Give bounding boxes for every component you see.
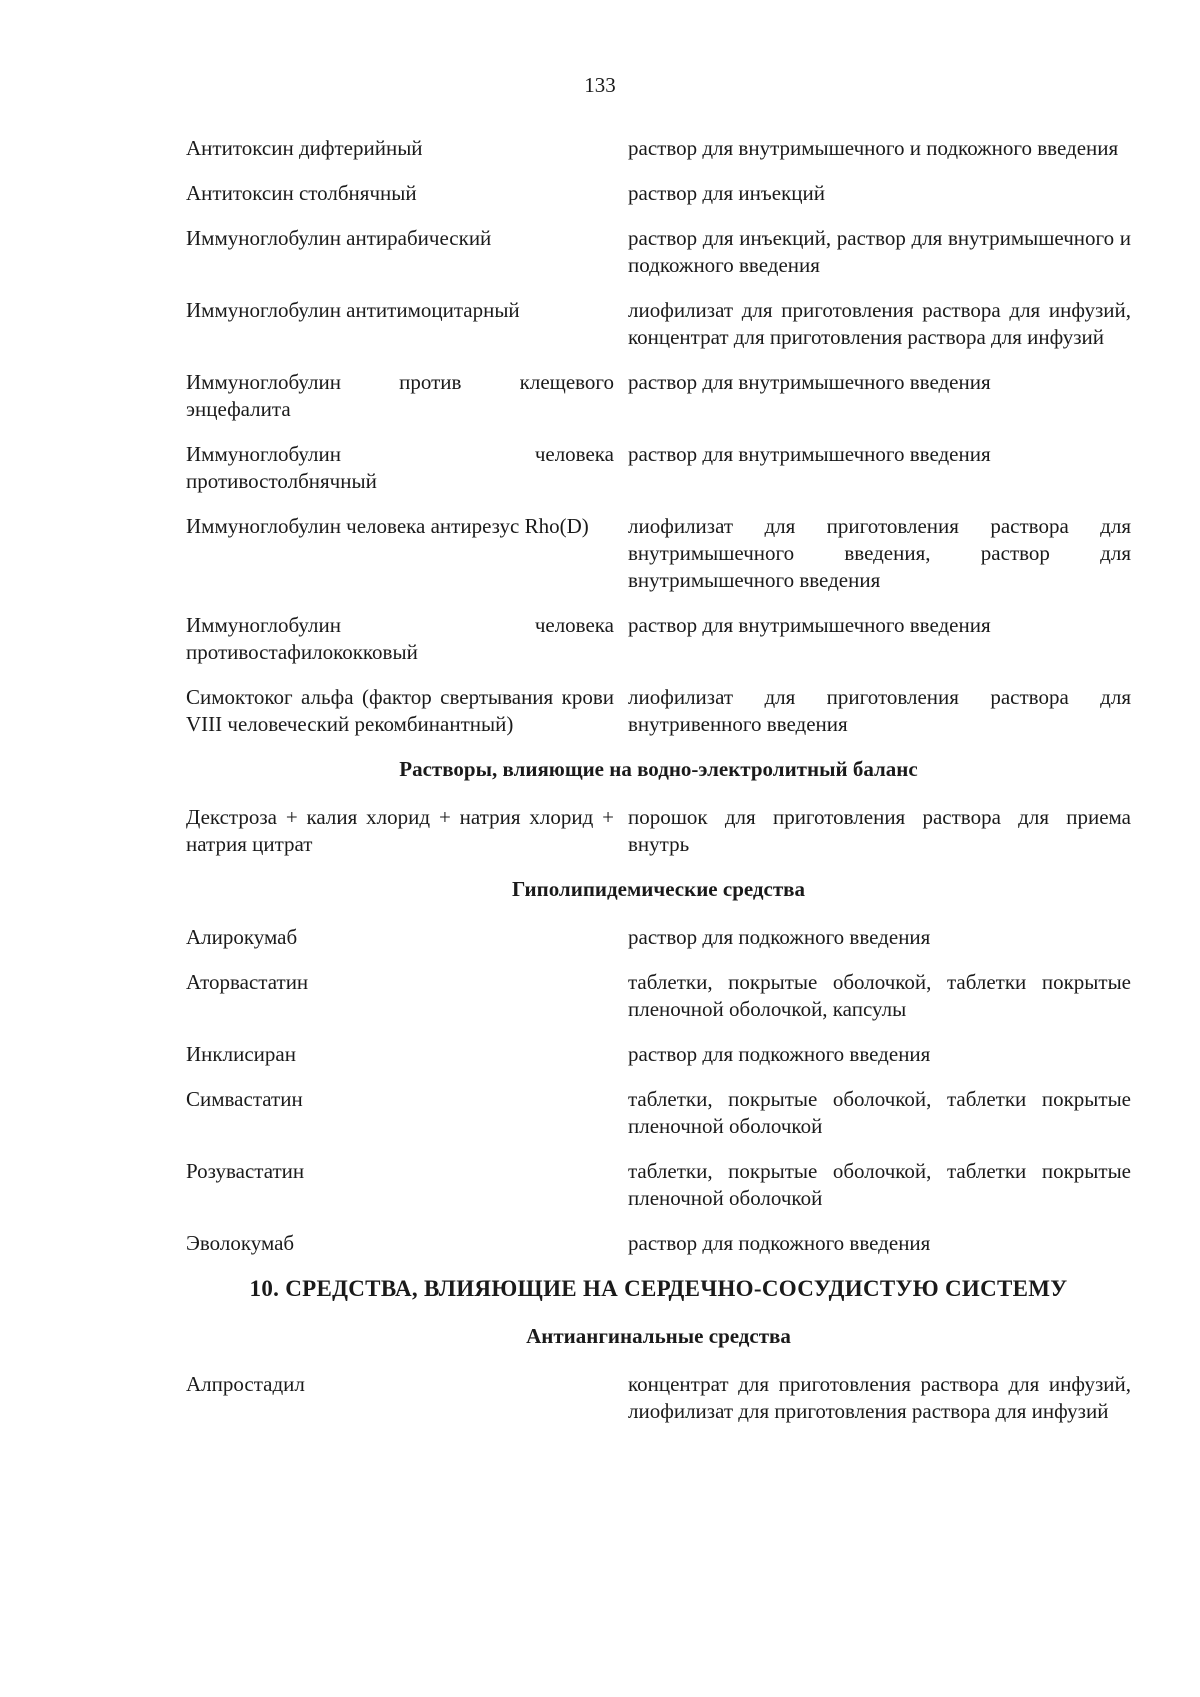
drug-name: Иммуноглобулин антирабический	[186, 226, 492, 250]
drug-name: Алирокумаб	[186, 925, 298, 949]
drug-name: Аторвастатин	[186, 970, 309, 994]
dosage-form: раствор для внутримышечного введения	[628, 442, 991, 466]
drug-name: Розувастатин	[186, 1159, 305, 1183]
dosage-form: лиофилизат для приготовления раствора для инфузий, концентрат для приготовления раствора для инфузий	[628, 298, 1131, 349]
drug-name: Антитоксин столбнячный	[186, 181, 417, 205]
dosage-form: раствор для подкожного введения	[628, 1042, 931, 1066]
page-number: 133	[584, 73, 616, 97]
section-heading: Растворы, влияющие на водно-электролитный баланс	[399, 757, 918, 781]
list-item	[186, 804, 1131, 858]
drug-name: Эволокумаб	[186, 1231, 295, 1255]
section-heading: Гиполипидемические средства	[511, 877, 806, 901]
dosage-form: раствор для подкожного введения	[628, 1231, 931, 1255]
dosage-form: лиофилизат для приготовления раствора для внутривенного введения	[628, 685, 1131, 736]
dosage-form: таблетки, покрытые оболочкой, таблетки покрытые пленочной оболочкой	[628, 1159, 1131, 1210]
dosage-form: таблетки, покрытые оболочкой, таблетки покрытые пленочной оболочкой, капсулы	[628, 970, 1131, 1021]
dosage-form: раствор для внутримышечного введения	[628, 370, 991, 394]
list-item	[186, 135, 1131, 162]
dosage-form: концентрат для приготовления раствора для инфузий, лиофилизат для приготовления раствора для инфузий	[628, 1372, 1131, 1423]
list-item	[186, 924, 1131, 951]
dosage-form: раствор для инъекций, раствор для внутримышечного и подкожного введения	[628, 226, 1131, 277]
drug-name: Иммуноглобулин человека противостафилококковый	[186, 613, 614, 664]
list-item	[186, 612, 1131, 666]
dosage-form: раствор для инъекций	[628, 181, 825, 205]
list-item	[186, 1371, 1131, 1425]
list-item	[186, 1230, 1131, 1257]
drug-name: Алпростадил	[186, 1372, 305, 1396]
drug-name: Иммуноглобулин человека антирезус Rho(D)	[186, 514, 589, 538]
dosage-form: таблетки, покрытые оболочкой, таблетки покрытые пленочной оболочкой	[628, 1087, 1131, 1138]
list-item	[186, 369, 1131, 423]
list-item	[186, 684, 1131, 738]
drug-name: Иммуноглобулин человека противостолбнячный	[186, 442, 614, 493]
dosage-form: раствор для внутримышечного и подкожного введения	[628, 136, 1119, 160]
list-item	[186, 225, 1131, 279]
dosage-form: раствор для подкожного введения	[628, 925, 931, 949]
dosage-form: лиофилизат для приготовления раствора для внутримышечного введения, раствор для внутримышечного введения	[628, 514, 1131, 592]
drug-name: Симвастатин	[186, 1087, 303, 1111]
dosage-form: порошок для приготовления раствора для приема внутрь	[628, 805, 1131, 856]
chapter-heading: 10. СРЕДСТВА, ВЛИЯЮЩИЕ НА СЕРДЕЧНО-СОСУДИСТУЮ СИСТЕМУ	[249, 1276, 1068, 1301]
drug-name: Декстроза + калия хлорид + натрия хлорид + натрия цитрат	[186, 805, 614, 856]
dosage-form: раствор для внутримышечного введения	[628, 613, 991, 637]
list-item	[186, 180, 1131, 207]
list-item	[186, 969, 1131, 1023]
drug-name: Иммуноглобулин антитимоцитарный	[186, 298, 520, 322]
section-heading: Антиангинальные средства	[526, 1324, 791, 1348]
list-item	[186, 1086, 1131, 1140]
list-item	[186, 441, 1131, 495]
drug-name: Антитоксин дифтерийный	[186, 136, 423, 160]
drug-name: Иммуноглобулин против клещевого энцефалита	[186, 370, 614, 421]
drug-list	[186, 135, 1131, 1443]
drug-name: Симоктоког альфа (фактор свертывания крови VIII человеческий рекомбинантный)	[186, 685, 614, 736]
list-item	[186, 297, 1131, 351]
list-item	[186, 1158, 1131, 1212]
list-item	[186, 513, 1131, 594]
drug-name: Инклисиран	[186, 1042, 296, 1066]
list-item	[186, 1041, 1131, 1068]
